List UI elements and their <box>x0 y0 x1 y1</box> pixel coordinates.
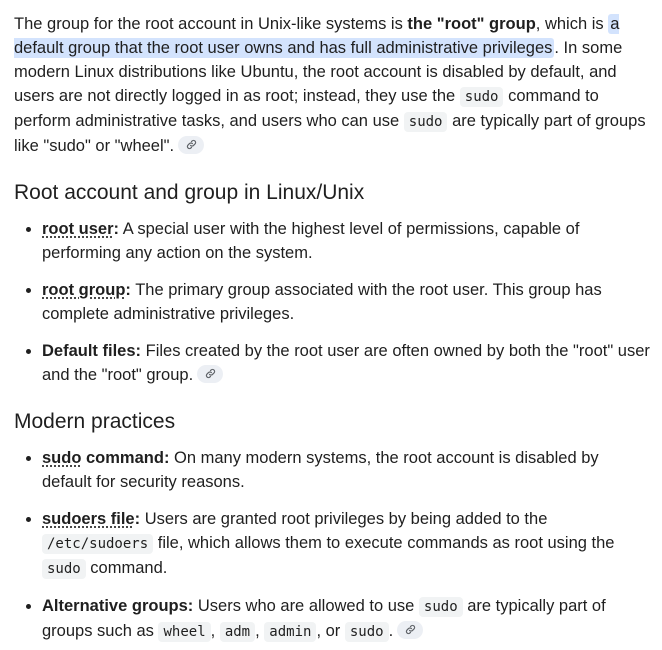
inline-code: /etc/sudoers <box>42 534 153 554</box>
term-link[interactable]: root group <box>42 281 126 299</box>
list-text: , <box>210 622 220 640</box>
list-text: A special user with the highest level of permissions, capable of performing any action on the system. <box>42 220 580 262</box>
term-link[interactable]: sudoers file <box>42 510 135 528</box>
source-link-button[interactable] <box>197 365 223 383</box>
root-list <box>14 217 650 387</box>
source-link-button[interactable] <box>178 136 204 154</box>
highlighted-text[interactable]: a default group that the root user owns and has full administrative privileges <box>14 15 620 57</box>
list-text: file, which allows them to execute commands as root using the <box>153 534 615 552</box>
list-text: , or <box>316 622 345 640</box>
list-text: , <box>255 622 265 640</box>
inline-code: adm <box>220 622 255 642</box>
list-text: On many modern systems, the root account is disabled by default for security reasons. <box>42 449 599 491</box>
list-text: The primary group associated with the root user. This group has complete administrative privileges. <box>42 281 602 323</box>
intro-bold: the "root" group <box>407 15 536 33</box>
link-icon <box>186 139 197 150</box>
source-link-button[interactable] <box>397 621 423 639</box>
list-term: root user: <box>42 220 120 238</box>
intro-text: , which is <box>535 15 609 33</box>
list-item <box>42 594 650 644</box>
intro-text: The group for the root account in Unix-like systems is <box>14 15 408 33</box>
list-item <box>42 278 650 326</box>
intro-text: are typically part of groups like "sudo" or "wheel". <box>14 112 646 155</box>
list-text: Users are granted root privileges by being added to the <box>140 510 548 528</box>
section-heading-modern: Modern practices <box>14 410 176 433</box>
list-text: are typically part of groups such as <box>42 597 606 640</box>
list-term: Default files: <box>42 342 142 360</box>
inline-code: sudo <box>404 112 448 132</box>
list-term: sudoers file: <box>42 510 141 528</box>
inline-code: wheel <box>158 622 210 642</box>
inline-code: sudo <box>460 87 504 107</box>
list-item <box>42 217 650 265</box>
list-item <box>42 339 650 387</box>
list-text: . <box>388 622 394 640</box>
inline-code: sudo <box>345 622 389 642</box>
inline-code: sudo <box>419 597 463 617</box>
list-text: Users who are allowed to use <box>193 597 419 615</box>
term-link[interactable]: sudo <box>42 449 82 467</box>
intro-text: command to perform administrative tasks, and users who can use <box>14 87 599 130</box>
list-text: command. <box>85 559 168 577</box>
list-text: Files created by the root user are often owned by both the "root" user and the "root" group. <box>42 342 650 384</box>
intro-paragraph <box>14 12 650 158</box>
modern-list <box>14 446 650 644</box>
list-item <box>42 507 650 581</box>
inline-code: admin <box>264 622 316 642</box>
link-icon <box>405 624 416 635</box>
list-term: sudo command: <box>42 449 170 467</box>
link-icon <box>205 368 216 379</box>
response-content <box>14 12 650 644</box>
list-term: root group: <box>42 281 131 299</box>
inline-code: sudo <box>42 559 86 579</box>
term-link[interactable]: root user <box>42 220 114 238</box>
list-item <box>42 446 650 494</box>
intro-text: . In some modern Linux distributions like Ubuntu, the root account is disabled by default, and users are not directly logged in as root; instead, they use the <box>14 39 623 105</box>
section-heading-root: Root account and group in Linux/Unix <box>14 181 365 204</box>
list-term: Alternative groups: <box>42 597 194 615</box>
